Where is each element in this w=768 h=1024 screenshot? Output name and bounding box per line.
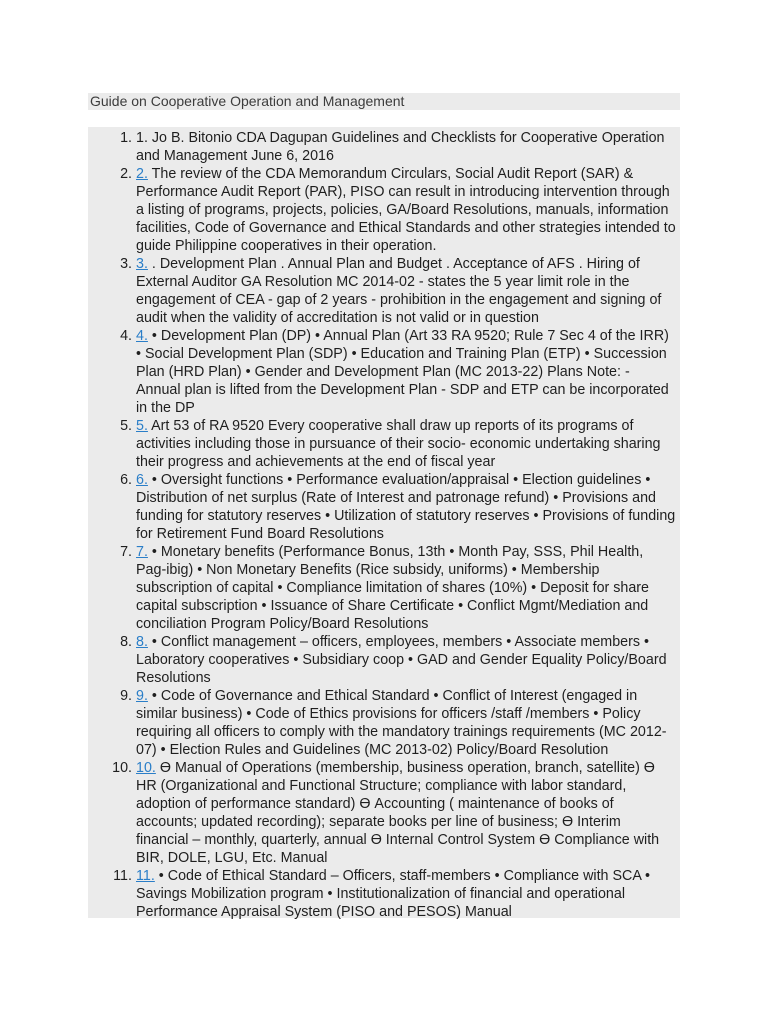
list-item-text: • Conflict management – officers, employees, members • Associate members • Laboratory cooperatives • Subsidiary coop • GAD and Gender Equality Policy/Board Resolutions	[136, 634, 667, 686]
list-item-text: Art 53 of RA 9520 Every cooperative shall draw up reports of its programs of activities including those in pursuance of their socio- economic undertaking sharing their progress and achievements at the end of fiscal year	[136, 418, 661, 470]
list-item-number: 9.	[120, 688, 132, 704]
list-item-link[interactable]: 2.	[136, 166, 148, 182]
list-item-link[interactable]: 5.	[136, 418, 148, 434]
list-item	[88, 759, 680, 867]
list-item-text: The review of the CDA Memorandum Circulars, Social Audit Report (SAR) & Performance Audit Report (PAR), PISO can result in introducing intervention through a listing of programs, projects, policies, GA/Board Resolutions, manuals, information facilities, Code of Governance and Ethical Standards and other strategies intended to guide Philippine cooperatives in their operation.	[136, 166, 676, 254]
list-item-link[interactable]: 9.	[136, 688, 148, 704]
list-item	[88, 543, 680, 633]
list-item-link[interactable]: 8.	[136, 634, 148, 650]
list-item-text: • Monetary benefits (Performance Bonus, 13th • Month Pay, SSS, Phil Health, Pag-ibig) • Non Monetary Benefits (Rice subsidy, uniforms) • Membership subscription of capital • Compliance limitation of shares (10%) • Deposit for share capital subscription • Issuance of Share Certificate • Conflict Mgmt/Mediation and conciliation Program Policy/Board Resolutions	[136, 544, 650, 632]
list-item-link[interactable]: 11.	[136, 868, 155, 884]
list-item-number: 1.	[120, 130, 132, 146]
list-item-number: 6.	[120, 472, 132, 488]
list-item-text: • Code of Governance and Ethical Standard • Conflict of Interest (engaged in similar business) • Code of Ethics provisions for officers /staff /members • Policy requiring all officers to comply with the mandatory trainings requirements (MC 2012-07) • Election Rules and Guidelines (MC 2013-02) Policy/Board Resolution	[136, 688, 667, 758]
list-item-number: 8.	[120, 634, 132, 650]
list-item	[88, 165, 680, 255]
list-item-number: 2.	[120, 166, 132, 182]
list-item-number: 7.	[120, 544, 132, 560]
guide-list	[88, 129, 680, 921]
list-item-link[interactable]: 10.	[136, 760, 156, 776]
list-item-link[interactable]: 7.	[136, 544, 148, 560]
list-item-link[interactable]: 4.	[136, 328, 148, 344]
list-item-link[interactable]: 3.	[136, 256, 148, 272]
list-item-number: 5.	[120, 418, 132, 434]
list-item-number: 4.	[120, 328, 132, 344]
list-item	[88, 129, 680, 165]
list-item	[88, 867, 680, 921]
list-item-number: 3.	[120, 256, 132, 272]
list-item-text: ϴ Manual of Operations (membership, business operation, branch, satellite) ϴ HR (Organizational and Functional Structure; compliance with labor standard, adoption of performance standard) ϴ Accounting ( maintenance of books of accounts; updated recording); separate books per line of business; ϴ Interim financial – monthly, quarterly, annual ϴ Internal Control System ϴ Compliance with BIR, DOLE, LGU, Etc. Manual	[136, 760, 660, 866]
guide-list-container	[88, 127, 680, 918]
list-item-text: • Development Plan (DP) • Annual Plan (Art 33 RA 9520; Rule 7 Sec 4 of the IRR) • Social Development Plan (SDP) • Education and Training Plan (ETP) • Succession Plan (HRD Plan) • Gender and Development Plan (MC 2013-22) Plans Note: - Annual plan is lifted from the Development Plan - SDP and ETP can be incorporated in the DP	[136, 328, 669, 416]
list-item	[88, 471, 680, 543]
list-item	[88, 633, 680, 687]
list-item	[88, 417, 680, 471]
list-item-text: 1. Jo B. Bitonio CDA Dagupan Guidelines and Checklists for Cooperative Operation and Management June 6, 2016	[136, 130, 665, 164]
list-item	[88, 687, 680, 759]
list-item-number: 11.	[113, 868, 132, 884]
list-item-text: • Oversight functions • Performance evaluation/appraisal • Election guidelines • Distribution of net surplus (Rate of Interest and patronage refund) • Provisions and funding for statutory reserves • Utilization of statutory reserves • Provisions of funding for Retirement Fund Board Resolutions	[136, 472, 676, 542]
list-item-link[interactable]: 6.	[136, 472, 148, 488]
document-title: Guide on Cooperative Operation and Management	[88, 93, 680, 110]
list-item	[88, 255, 680, 327]
list-item-text: . Development Plan . Annual Plan and Budget . Acceptance of AFS . Hiring of External Auditor GA Resolution MC 2014-02 - states the 5 year limit role in the engagement of CEA - gap of 2 years - prohibition in the engagement and signing of audit when the validity of accreditation is not valid or in question	[136, 256, 662, 326]
list-item-text: • Code of Ethical Standard – Officers, staff-members • Compliance with SCA • Savings Mobilization program • Institutionalization of financial and operational Performance Appraisal System (PISO and PESOS) Manual	[136, 868, 651, 920]
list-item	[88, 327, 680, 417]
list-item-number: 10.	[112, 760, 132, 776]
